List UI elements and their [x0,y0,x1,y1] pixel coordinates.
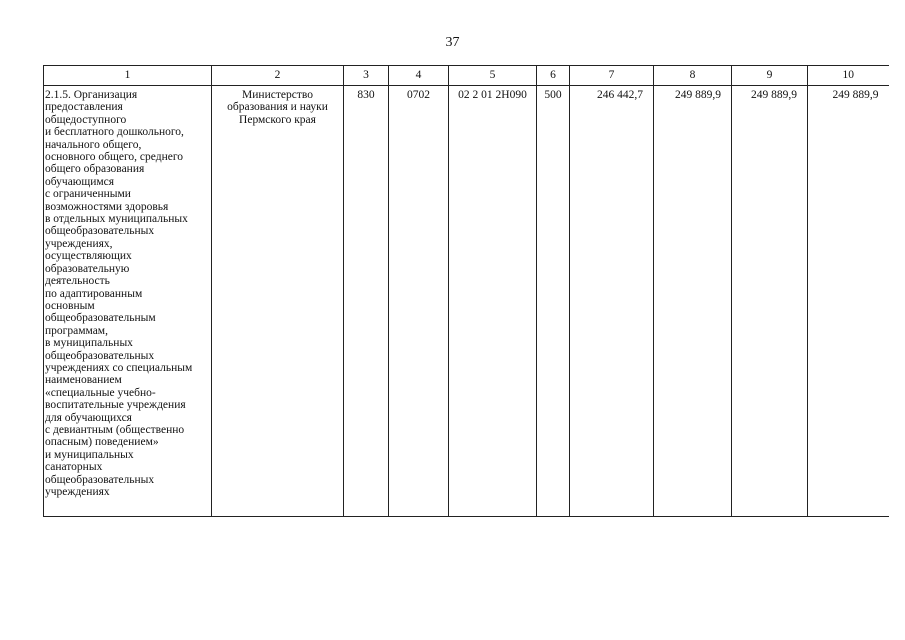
column-header-6: 6 [537,66,570,86]
value7-cell: 246 442,7 [570,86,654,517]
program-name-cell: 2.1.5. Организация предоставления общедоступного и бесплатного дошкольного, начального общего, основного общего, среднего общего образования обучающимся с ограниченными возможностями здоровья в отдельных муниципальных общеобразовательных учреждениях, осуществляющих образовательную деятельность по адаптированным основным общеобразовательным программам, в муниципальных общеобразовательных учреждениях со специальным наименованием «специальные учебно- воспитательные учреждения для обучающихся с девиантным (общественно опасным) поведением» и муниципальных санаторных общеобразовательных учреждениях [44,86,212,517]
column-header-10: 10 [808,66,889,86]
column-header-3: 3 [344,66,389,86]
column-header-2: 2 [212,66,344,86]
table-row [44,86,889,517]
budget-table [43,65,889,517]
value9-cell: 249 889,9 [732,86,808,517]
code6-cell: 500 [537,86,570,517]
value10-cell: 249 889,9 [808,86,889,517]
column-header-1: 1 [44,66,212,86]
column-header-4: 4 [389,66,449,86]
code3-cell: 830 [344,86,389,517]
header-row [44,66,889,86]
column-header-7: 7 [570,66,654,86]
department-cell: Министерство образования и науки Пермского края [212,86,344,517]
code4-cell: 0702 [389,86,449,517]
column-header-8: 8 [654,66,732,86]
column-header-9: 9 [732,66,808,86]
value8-cell: 249 889,9 [654,86,732,517]
page-number: 37 [445,35,460,50]
column-header-5: 5 [449,66,537,86]
code5-cell: 02 2 01 2Н090 [449,86,537,517]
